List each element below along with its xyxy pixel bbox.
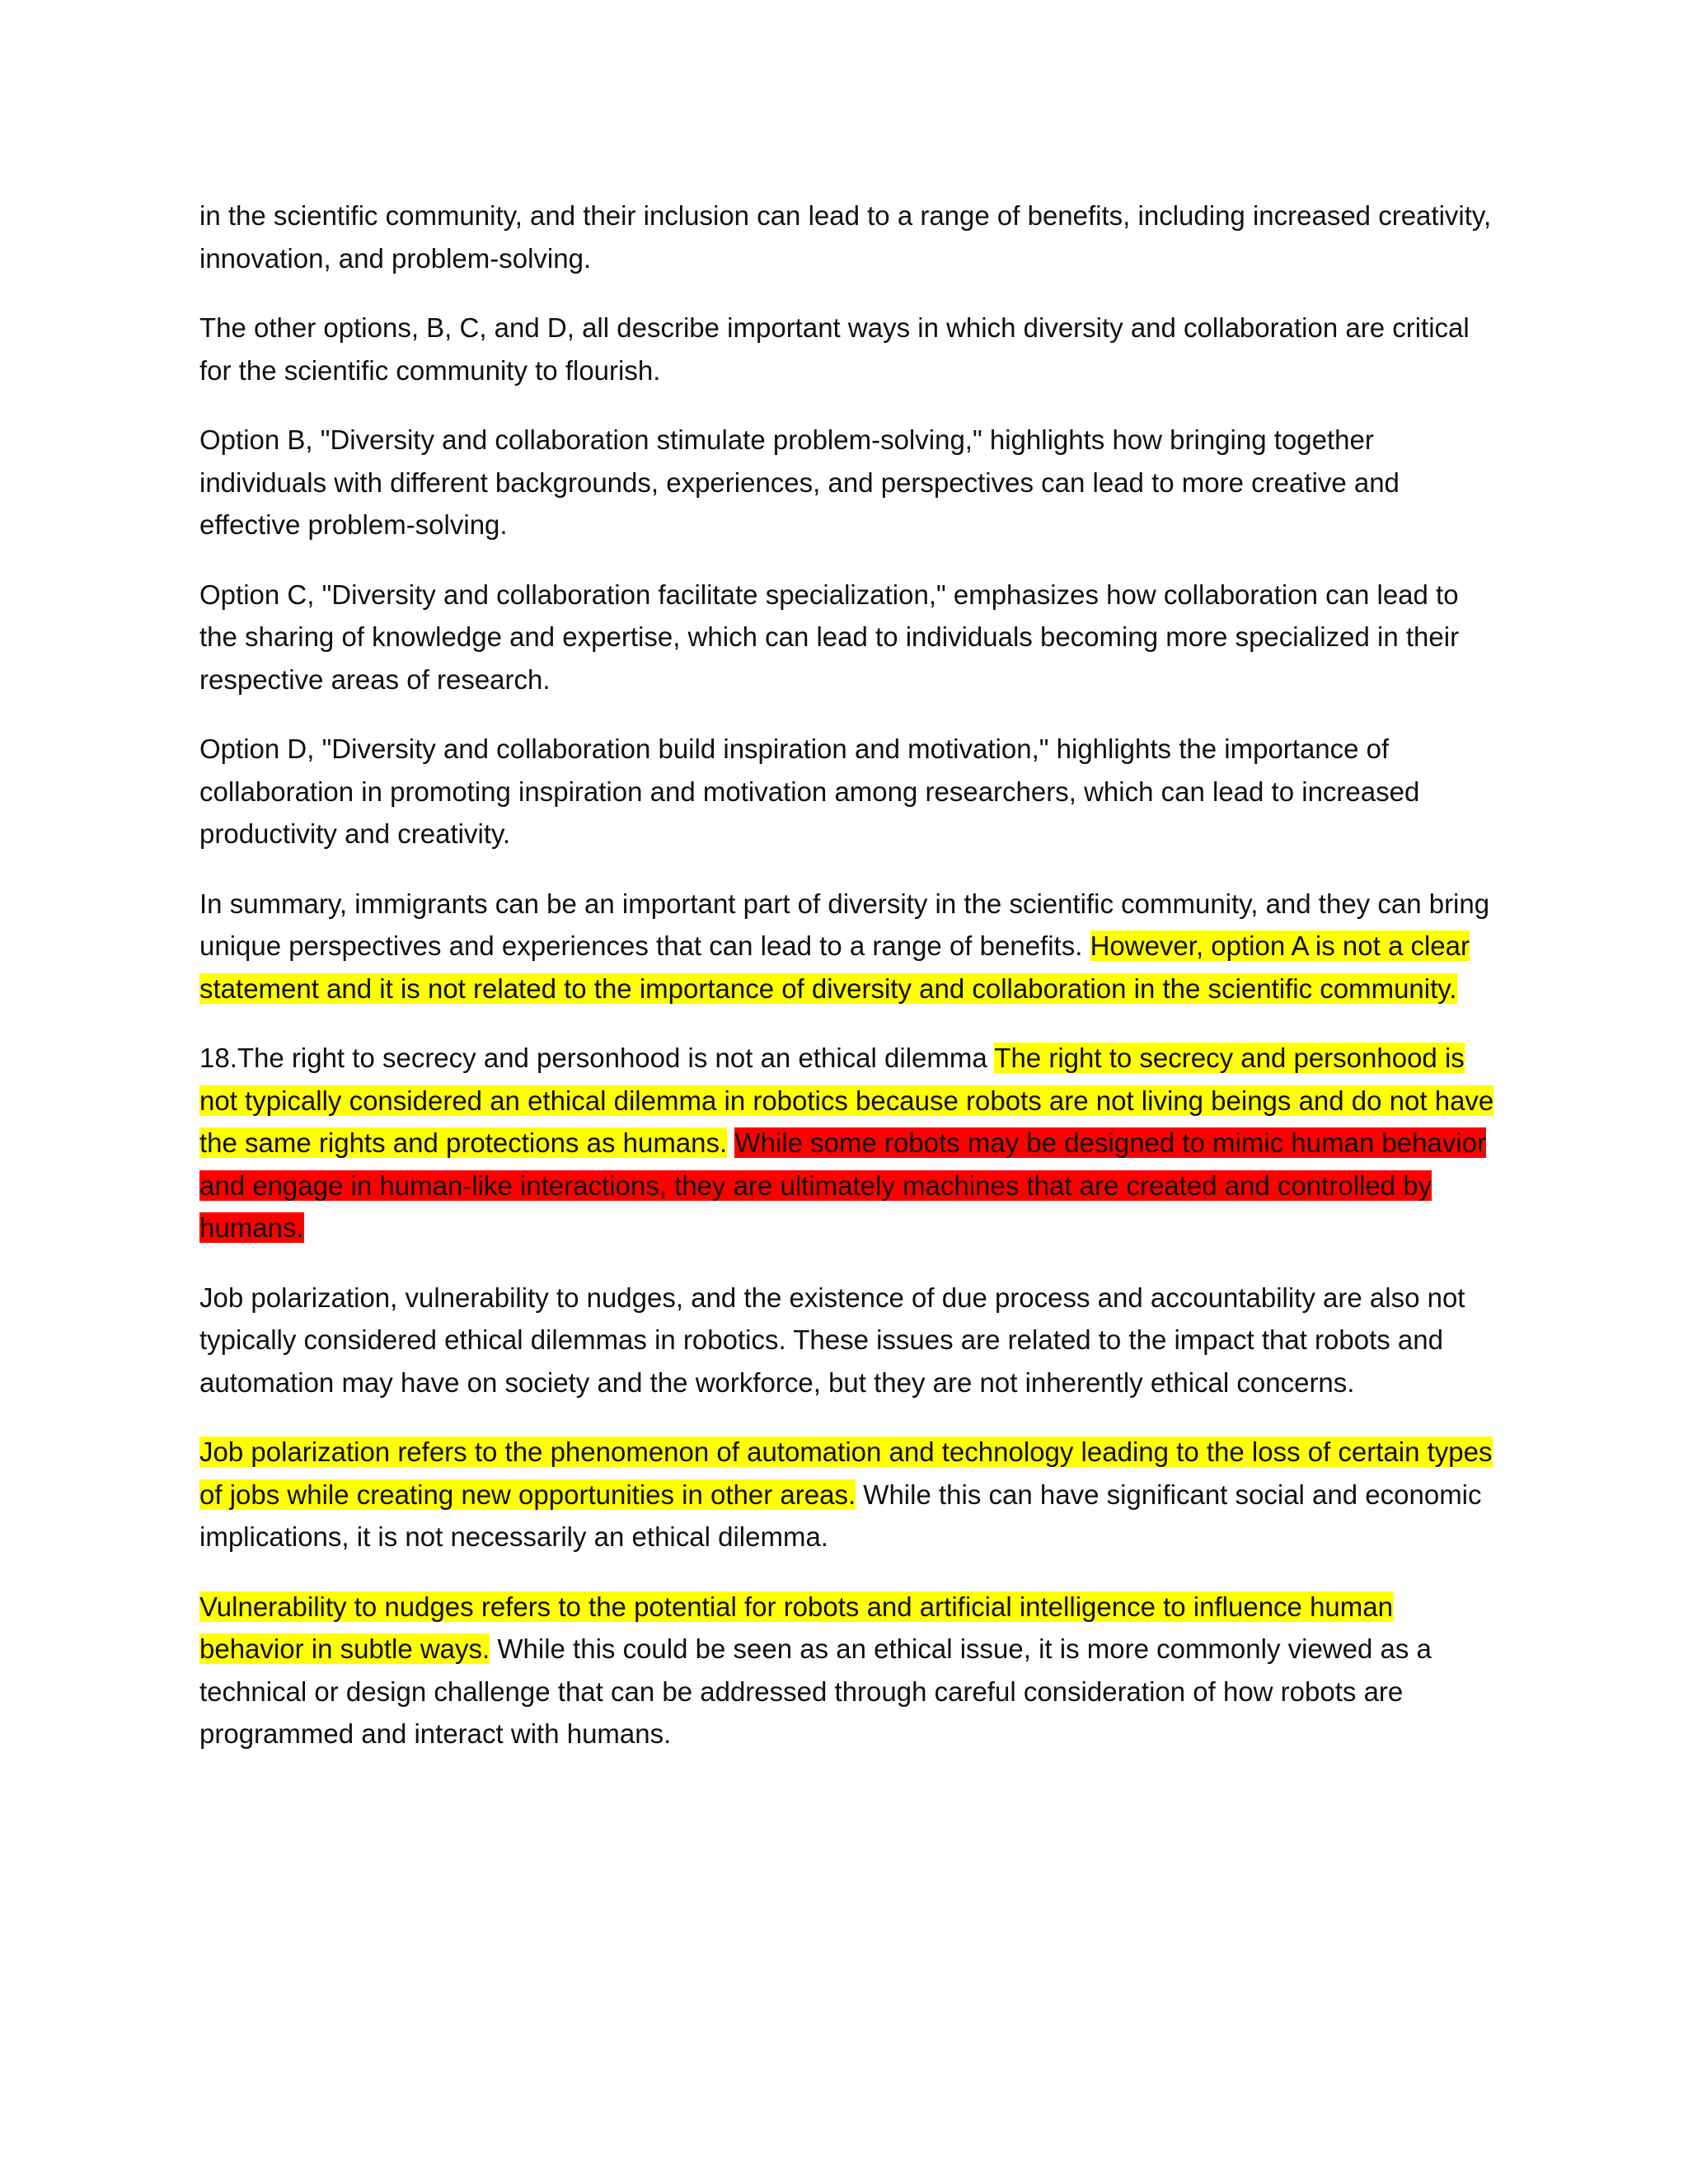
text-segment: 18.The right to secrecy and personhood is not an ethical dilemma [199, 1043, 995, 1073]
text-segment: While this can have significant social and economic implications, it is not necessarily an ethical dilemma. [199, 1479, 1482, 1552]
highlighted-text-yellow: However, option A is not a clear statement and it is not related to the importance of diversity and collaboration in the scientific community. [199, 930, 1470, 1004]
paragraph-nudges [199, 1586, 1502, 1755]
text-segment: Option B, "Diversity and collaboration stimulate problem-solving," highlights how bringing together individuals with different backgrounds, experiences, and perspectives can lead to more creative and effective problem-solving. [199, 424, 1400, 540]
paragraph-benefits-continuation [199, 194, 1502, 279]
paragraph-summary [199, 883, 1502, 1010]
text-segment [727, 1127, 734, 1158]
text-segment: While this could be seen as an ethical issue, it is more commonly viewed as a technical or design challenge that can be addressed through careful consideration of how robots are programmed and interact with humans. [199, 1633, 1432, 1749]
paragraph-option-d [199, 728, 1502, 855]
highlighted-text-yellow: The right to secrecy and personhood is not typically considered an ethical dilemma in robotics because robots are not living beings and do not have the same rights and protections as humans. [199, 1043, 1494, 1158]
text-segment: In summary, immigrants can be an important part of diversity in the scientific community, and they can bring unique perspectives and experiences that can lead to a range of benefits. [199, 888, 1490, 961]
document-body [199, 194, 1502, 1783]
paragraph-other-dilemmas [199, 1277, 1502, 1404]
text-segment: Option D, "Diversity and collaboration build inspiration and motivation," highlights the importance of collaboration in promoting inspiration and motivation among researchers, which can lead to increased productivity and creativity. [199, 733, 1420, 849]
highlighted-text-yellow: Vulnerability to nudges refers to the potential for robots and artificial intelligence to influence human behavior in subtle ways. [199, 1591, 1393, 1664]
paragraph-other-options [199, 307, 1502, 391]
text-segment: Option C, "Diversity and collaboration facilitate specialization," emphasizes how collaboration can lead to the sharing of knowledge and expertise, which can lead to individuals becoming more specialized in their respective areas of research. [199, 579, 1460, 695]
paragraph-option-c [199, 574, 1502, 701]
highlighted-text-yellow: Job polarization refers to the phenomenon of automation and technology leading to the loss of certain types of jobs while creating new opportunities in other areas. [199, 1436, 1493, 1510]
text-segment: Job polarization, vulnerability to nudges, and the existence of due process and accountability are also not typically considered ethical dilemmas in robotics. These issues are related to the impact that robots and automation may have on society and the workforce, but they are not inherently ethical concerns. [199, 1282, 1465, 1398]
text-segment: The other options, B, C, and D, all describe important ways in which diversity and collaboration are critical for the scientific community to flourish. [199, 312, 1470, 386]
text-segment: in the scientific community, and their inclusion can lead to a range of benefits, including increased creativity, innovation, and problem-solving. [199, 200, 1492, 274]
paragraph-question-18 [199, 1037, 1502, 1249]
paragraph-option-b [199, 419, 1502, 546]
paragraph-job-polarization [199, 1431, 1502, 1558]
highlighted-text-red: While some robots may be designed to mimic human behavior and engage in human-like interactions, they are ultimately machines that are created and controlled by humans. [199, 1127, 1486, 1243]
